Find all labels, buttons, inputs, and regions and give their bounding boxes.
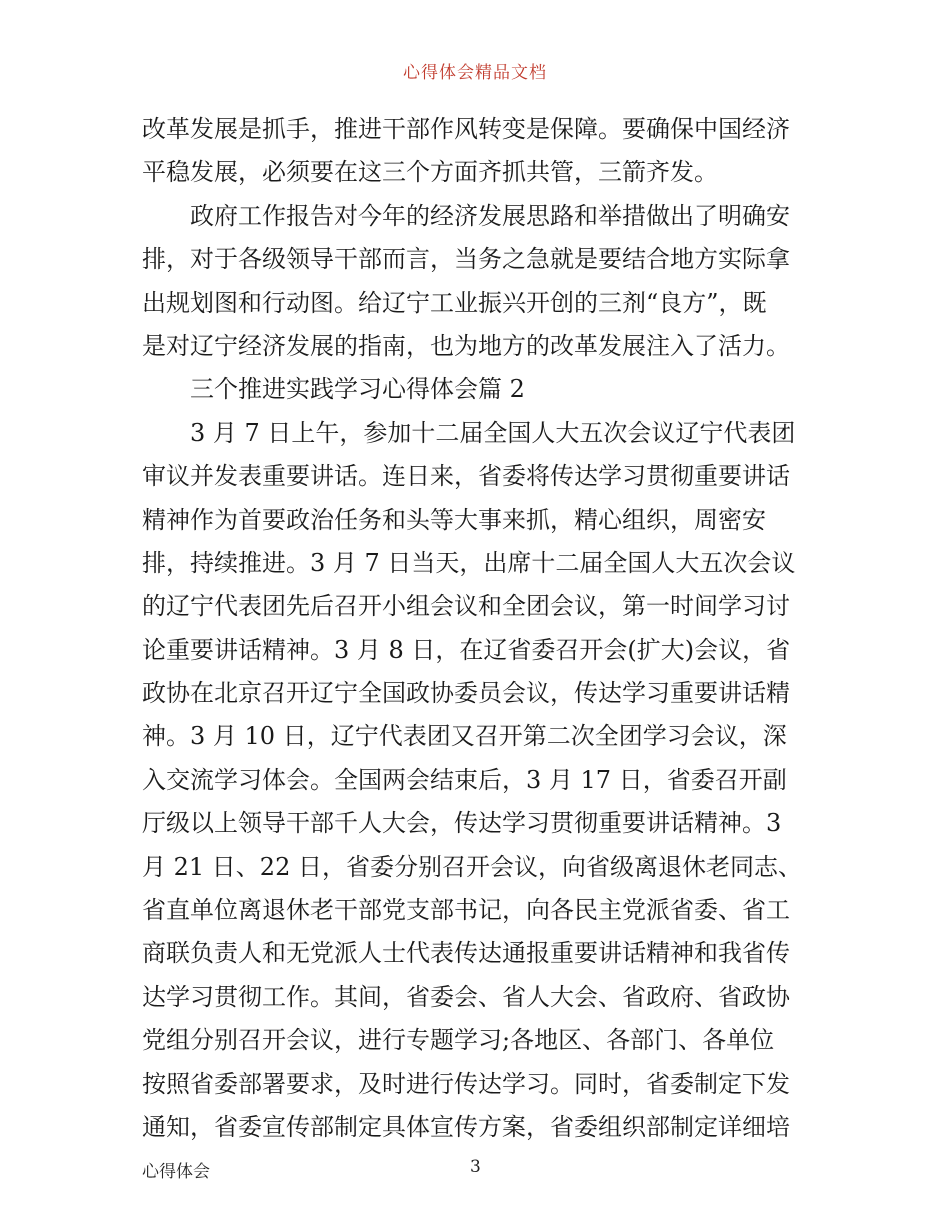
text-line: 入交流学习体会。全国两会结束后，3 月 17 日，省委召开副 <box>142 765 787 794</box>
text-line: 党组分别召开会议，进行专题学习;各地区、各部门、各单位 <box>142 1026 775 1055</box>
text-line: 省直单位离退休老干部党支部书记，向各民主党派省委、省工 <box>142 896 790 925</box>
page-number: 3 <box>470 1157 481 1177</box>
footer-label: 心得体会 <box>142 1162 210 1182</box>
text-line: 通知，省委宣传部制定具体宣传方案，省委组织部制定详细培 <box>142 1112 790 1141</box>
text-line: 排，对于各级领导干部而言，当务之急就是要结合地方实际拿 <box>142 245 790 274</box>
text-line: 审议并发表重要讲话。连日来，省委将传达学习贯彻重要讲话 <box>142 462 790 491</box>
text-line: 政府工作报告对今年的经济发展思路和举措做出了明确安 <box>190 201 790 230</box>
text-line: 是对辽宁经济发展的指南，也为地方的改革发展注入了活力。 <box>142 331 790 360</box>
text-line: 神。3 月 10 日，辽宁代表团又召开第二次全团学习会议，深 <box>142 722 787 751</box>
text-line: 3 月 7 日上午，参加十二届全国人大五次会议辽宁代表团 <box>190 418 796 447</box>
document-body <box>142 108 814 1149</box>
text-line: 改革发展是抓手，推进干部作风转变是保障。要确保中国经济 <box>142 115 790 143</box>
text-line: 商联负责人和无党派人士代表传达通报重要讲话精神和我省传 <box>142 939 790 968</box>
text-line: 论重要讲话精神。3 月 8 日，在辽省委召开会(扩大)会议，省 <box>142 635 791 664</box>
text-line: 平稳发展，必须要在这三个方面齐抓共管，三箭齐发。 <box>142 158 718 187</box>
text-line: 政协在北京召开辽宁全国政协委员会议，传达学习重要讲话精 <box>142 679 790 708</box>
text-line: 按照省委部署要求，及时进行传达学习。同时，省委制定下发 <box>142 1069 790 1098</box>
text-line: 厅级以上领导干部千人大会，传达学习贯彻重要讲话精神。3 <box>142 809 782 838</box>
text-line: 排，持续推进。3 月 7 日当天，出席十二届全国人大五次会议 <box>142 548 796 577</box>
text-line: 出规划图和行动图。给辽宁工业振兴开创的三剂“良方”，既 <box>142 288 767 317</box>
text-line: 月 21 日、22 日，省委分别召开会议，向省级离退休老同志、 <box>142 852 802 881</box>
text-line: 的辽宁代表团先后召开小组会议和全团会议，第一时间学习讨 <box>142 592 790 621</box>
page-header-title: 心得体会精品文档 <box>403 63 547 83</box>
text-line: 达学习贯彻工作。其间，省委会、省人大会、省政府、省政协 <box>142 982 790 1011</box>
text-line: 精神作为首要政治任务和头等大事来抓，精心组织，周密安 <box>142 505 766 534</box>
section-heading: 三个推进实践学习心得体会篇 2 <box>190 375 525 404</box>
